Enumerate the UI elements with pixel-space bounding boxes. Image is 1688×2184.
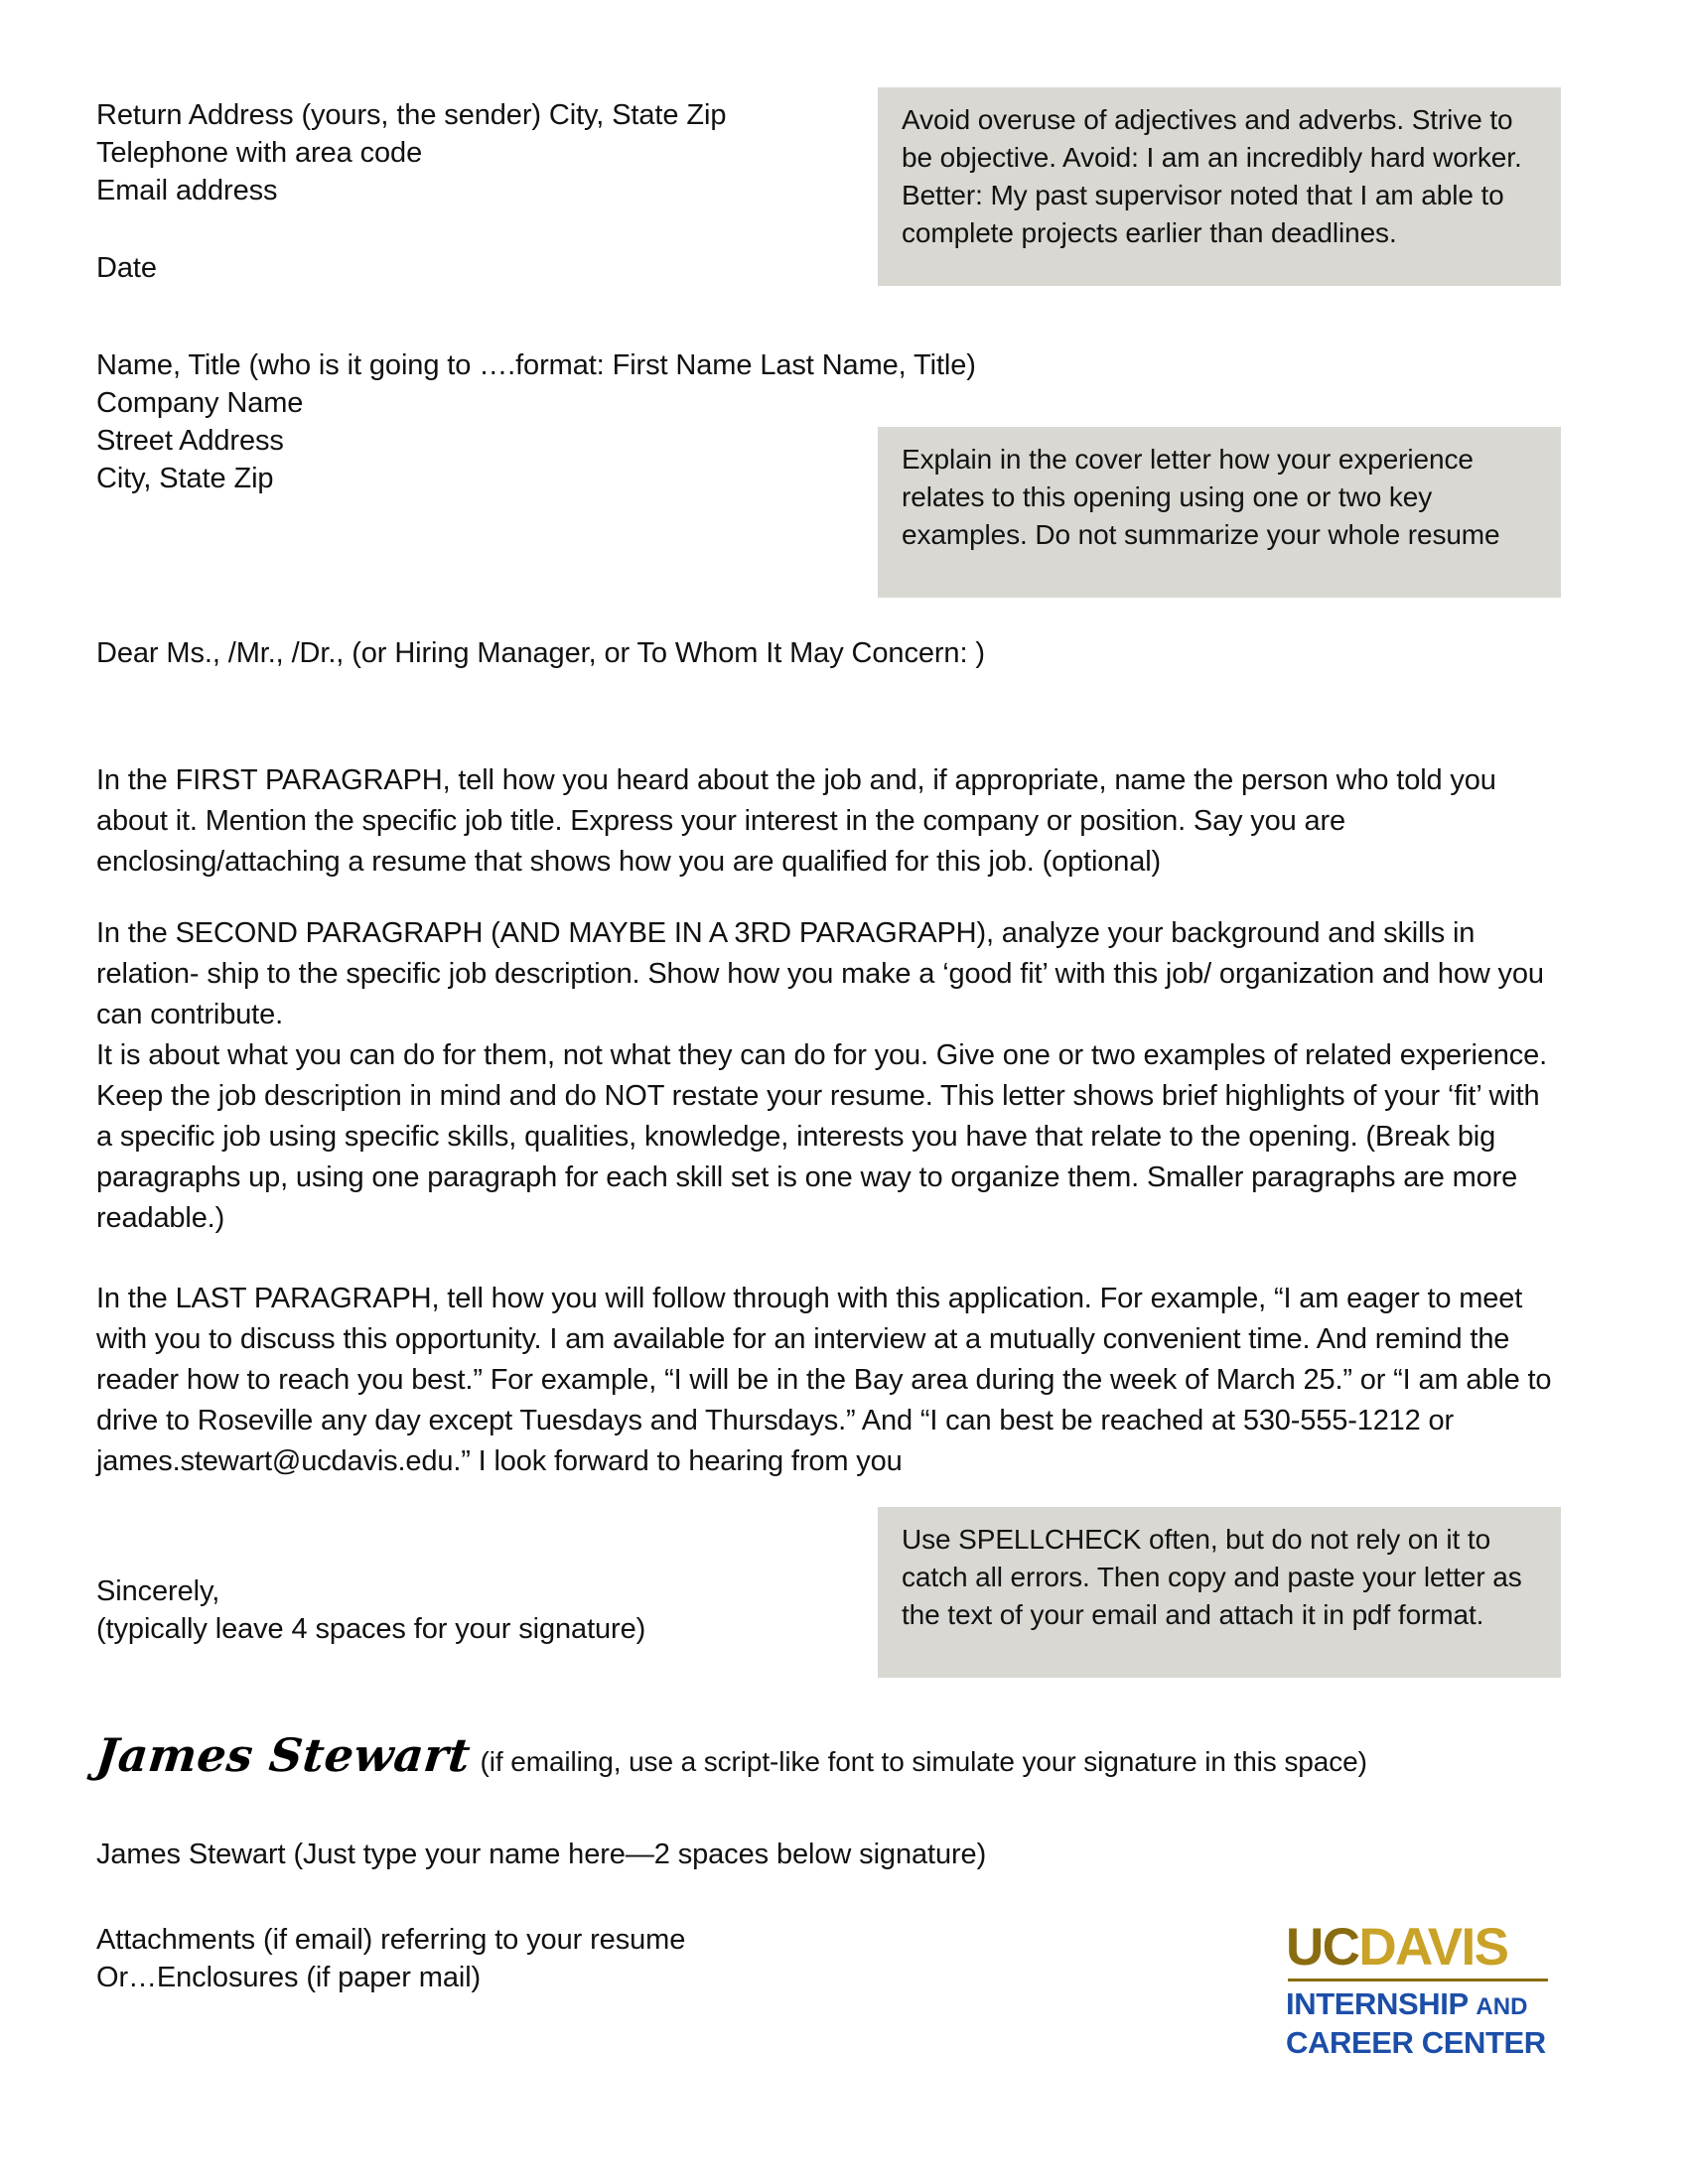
paragraph-first: In the FIRST PARAGRAPH, tell how you heard about the job and, if appropriate, name the person who told you about it. Mention the specific job title. Express your interest in the company or position. Say you are enclosing/attaching a resume that shows how you are qualified for this job. (optional) bbox=[96, 764, 1496, 878]
logo-uc-text: UC bbox=[1286, 1918, 1359, 1977]
recipient-address-line-3: Street Address bbox=[96, 425, 284, 457]
attachments-line-2: Or…Enclosures (if paper mail) bbox=[96, 1962, 482, 1993]
recipient-address-line-1: Name, Title (who is it going to ….format: First Name Last Name, Title) bbox=[96, 349, 976, 381]
typed-name-line: James Stewart (Just type your name here—2 spaces below signature) bbox=[96, 1839, 987, 1870]
closing-sincerely: Sincerely, bbox=[96, 1575, 220, 1607]
salutation-line: Dear Ms., /Mr., /Dr., (or Hiring Manager, or To Whom It May Concern: ) bbox=[96, 637, 985, 669]
logo-internship-text: INTERNSHIP bbox=[1286, 1986, 1469, 2021]
logo-line-internship bbox=[1286, 1986, 1549, 2025]
sender-address-line-1: Return Address (yours, the sender) City, State Zip bbox=[96, 99, 727, 131]
paragraph-last: In the LAST PARAGRAPH, tell how you will follow through with this application. For example, “I am eager to meet with you to discuss this opportunity. I am available for an interview at a mutually convenient time. And remind the reader how to reach you best.” For example, “I will be in the Bay area during the week of March 25.” or “I am able to drive to Roseville any day except Tuesdays and Thursdays.” And “I can best be reached at 530-555-1212 or james.stewart@ucdavis.edu.” I look forward to hearing from you bbox=[96, 1283, 1552, 1477]
logo-divider-rule bbox=[1288, 1979, 1548, 1981]
callout-spellcheck-tip: Use SPELLCHECK often, but do not rely on it to catch all errors. Then copy and paste your letter as the text of your email and attach it in pdf format. bbox=[878, 1507, 1561, 1678]
paragraph-second-a: In the SECOND PARAGRAPH (AND MAYBE IN A 3RD PARAGRAPH), analyze your background and skills in relation- ship to the specific job description. Show how you make a ‘good fit’ with this job/ organization and how you can contribute. bbox=[96, 917, 1544, 1030]
callout-explain-experience-tip: Explain in the cover letter how your experience relates to this opening using one or two key examples. Do not summarize your whole resume bbox=[878, 427, 1561, 598]
attachments-line-1: Attachments (if email) referring to your resume bbox=[96, 1924, 686, 1956]
logo-wordmark bbox=[1286, 1918, 1549, 1977]
ucdavis-internship-career-center-logo bbox=[1286, 1918, 1549, 2061]
paragraph-second-b: It is about what you can do for them, not what they can do for you. Give one or two examples of related experience. Keep the job description in mind and do NOT restate your resume. This letter shows brief highlights of your ‘fit’ with a specific job using specific skills, qualities, knowledge, interests you have that relate to the opening. (Break big paragraphs up, using one paragraph for each skill set is one way to organize them. Smaller paragraphs are more readable.) bbox=[96, 1039, 1547, 1234]
recipient-address-line-2: Company Name bbox=[96, 387, 304, 419]
signature-row bbox=[93, 1728, 1367, 1782]
callout-adjectives-tip: Avoid overuse of adjectives and adverbs. Strive to be objective. Avoid: I am an incredibly hard worker. Better: My past supervisor noted that I am able to complete projects earlier than deadlines. bbox=[878, 87, 1561, 286]
closing-spacing-note: (typically leave 4 spaces for your signature) bbox=[96, 1613, 646, 1645]
signature-instruction-note: (if emailing, use a script-like font to simulate your signature in this space) bbox=[480, 1746, 1367, 1777]
sender-address-line-3: Email address bbox=[96, 175, 278, 206]
logo-line-career-center: CAREER CENTER bbox=[1286, 2025, 1546, 2060]
logo-and-text: AND bbox=[1476, 1993, 1528, 2020]
recipient-address-line-4: City, State Zip bbox=[96, 463, 274, 494]
date-line: Date bbox=[96, 252, 157, 284]
sender-address-line-2: Telephone with area code bbox=[96, 137, 423, 169]
logo-davis-text: DAVIS bbox=[1358, 1918, 1508, 1977]
signature-script-name: James Stewart bbox=[93, 1728, 474, 1782]
